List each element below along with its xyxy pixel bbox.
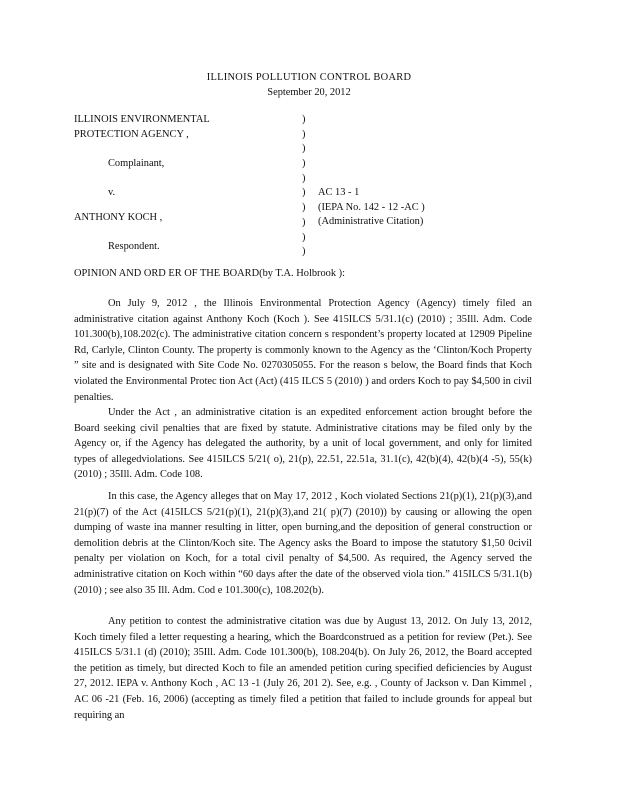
paragraph-2: Under the Act , an administrative citation is an expedited enforcement action brought before the Board seeking civil penalties that are fixed by statute. Administrative citations may be filed only by the Agency or, if the Agency has delegated the authority, by a unit of local government, and only for limited types of allegedviolations. See 415ILCS 5/21( o), 21(p), 22.51, 22.51a, 31.1(c), 42(b)(4), 42(b)(4 -5), 55(k) (2010) ; 35Ill. Adm. Code 108. — [74, 407, 532, 481]
paragraph-3: In this case, the Agency alleges that on May 17, 2012 , Koch violated Sections 21(p)(1), 21(p)(3),and 21(p)(7) of the Act (415ILCS 5/21(p)(1), 21(p)(3),and 21( p)(7) (2010)) by causing or allowing the open dumping of waste ina manner resulting in litter, open burning,and the deposition of general construction or demolition debris at the Clinton/Koch site. The Agency asks the Board to impose the statutory $1,50 0civil penalty per violation on Koch, for a total civil penalty of $4,500. As required, the Agency served the administrative citation on Koch within “60 days after the date of the observed viola tion.” 415ILCS 5/31.1(b) (2010) ; see also 35 Ill. Adm. Cod e 101.300(c), 108.202(b). — [74, 491, 532, 596]
paragraph-1: On July 9, 2012 , the Illinois Environmental Protection Agency (Agency) timely filed an administrative citation against Anthony Koch (Koch ). See 415ILCS 5/31.1(c) (2010) ; 35Ill. Adm. Code 101.300(b),108.202(c). The administrative citation concern s respondent’s property located at 12909 Pipeline Rd, Carlyle, Clinton County. The property is commonly known to the Agency as the ‘Clinton/Koch Property ” site and is designated with Site Code No. 0270305055. For the reason s below, the Board finds that Koch violated the Environmental Protec tion Act (Act) (415 ILCS 5 (2010) ) and orders Koch to pay $4,500 in civil penalties. — [74, 298, 532, 403]
citation-type: (Administrative Citation) — [318, 216, 424, 228]
respondent-role: Respondent. — [108, 241, 160, 252]
complainant-role: Complainant, — [108, 158, 165, 169]
docket-number: AC 13 - 1 — [318, 187, 360, 198]
paragraph-4: Any petition to contest the administrative citation was due by August 13, 2012. On July 13, 2012, Koch timely filed a letter requesting a hearing, which the Boardconstrued as a petition for review (Pet.). See 415ILCS 5/31.1 (d) (2010); 35Ill. Adm. Code 101.300(b), 108.204(b). On July 26, 2012, the Board accepted the petition as timely, but directed Koch to file an amended petition curing specified deficiencies by August 27, 2012. IEPA v. Anthony Koch , AC 13 -1 (July 26, 201 2). See, e.g. , County of Jackson v. Dan Kimmel , AC 06 -21 (Feb. 16, 2006) (accepting as timely filed a petition that failed to include grounds for appeal but requiring an — [74, 616, 532, 721]
complainant-name-line2: PROTECTION AGENCY , — [74, 128, 189, 140]
decision-date: September 20, 2012 — [267, 87, 351, 98]
iepa-number: (IEPA No. 142 - 12 -AC ) — [318, 201, 425, 213]
case-caption-left — [74, 113, 210, 142]
docket-block — [318, 186, 425, 230]
caption-parentheses: ) ) ) ) ) ) ) ) ) ) — [302, 114, 306, 258]
complainant-name-line1: ILLINOIS ENVIRONMENTAL — [74, 114, 210, 125]
board-title: ILLINOIS POLLUTION CONTROL BOARD — [206, 72, 412, 83]
respondent-name: ANTHONY KOCH , — [74, 212, 163, 223]
versus-label: v. — [108, 187, 116, 198]
opinion-heading: OPINION AND ORD ER OF THE BOARD(by T.A. Holbrook ): — [74, 268, 346, 279]
